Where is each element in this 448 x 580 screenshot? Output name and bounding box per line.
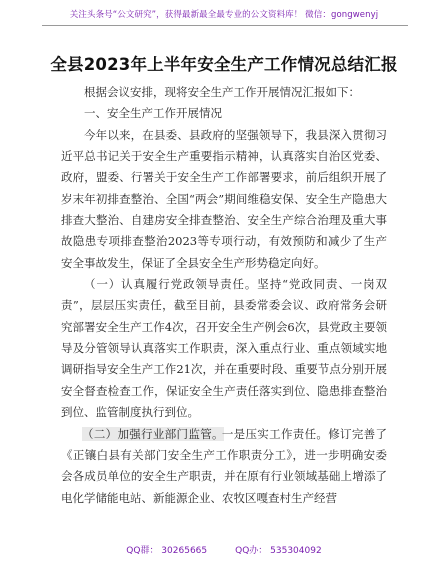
- paragraph-3-text: 一是压实工作责任。修订完善了《正镶白县有关部门安全生产工作职责分工》，进一步明确安委会各成员单位的安全生产职责，并在原有行业领域基础上增添了电化学储能电站、新能源企业、农牧区嘎查村生产经营: [61, 426, 388, 505]
- header-banner: 关注头条号“公文研究”，获得最新最全最专业的公文资料库！ 微信：gongwenyj: [69, 10, 379, 20]
- intro-paragraph: 根据会议安排，现将安全生产工作开展情况汇报如下：: [84, 85, 360, 99]
- paragraph-1: 今年以来，在县委、县政府的坚强领导下，我县深入贯彻习近平总书记关于安全生产重要指示精神，认真落实自治区党委、政府，盟委、行署关于安全生产工作部署要求，前后组织开展了岁末年初排查整治、全国“两会”期间维稳安保、安全生产隐患大排查大整治、自建房安全排查整治、安全生产综合治理及重大事故隐患专项排查整治2023等专项行动，有效预防和减少了生产安全事故发生，保证了全县安全生产形势稳定向好。: [61, 127, 387, 270]
- section-heading: 一、安全生产工作开展情况: [84, 106, 222, 121]
- footer-qq-group: QQ群： 30265665: [126, 546, 208, 556]
- paragraph-2: （一）认真履行党政领导责任。坚持“党政同责、一岗双责”，层层压实责任，截至目前，县委常委会议、政府常务会研究部署安全生产工作4次，召开安全生产例会6次，县党政主要领导及分管领导认真落实工作职责，深入重点行业、重点领域实地调研指导安全生产工作21次，并在重要时段、重要节点分别开展安全督查检查工作，保证安全生产责任落实到位、隐患排查整治到位、监管制度执行到位。: [61, 277, 387, 420]
- paragraph-3: [61, 424, 387, 509]
- document-body: [61, 82, 387, 509]
- header-divider: [42, 25, 408, 26]
- footer-contact: [0, 543, 448, 556]
- highlighted-subheading: （二）加强行业部门监管。: [82, 426, 224, 441]
- footer-qq-office: QQ办： 535304092: [235, 546, 322, 556]
- document-title: 全县2023年上半年安全生产工作情况总结汇报: [50, 55, 398, 74]
